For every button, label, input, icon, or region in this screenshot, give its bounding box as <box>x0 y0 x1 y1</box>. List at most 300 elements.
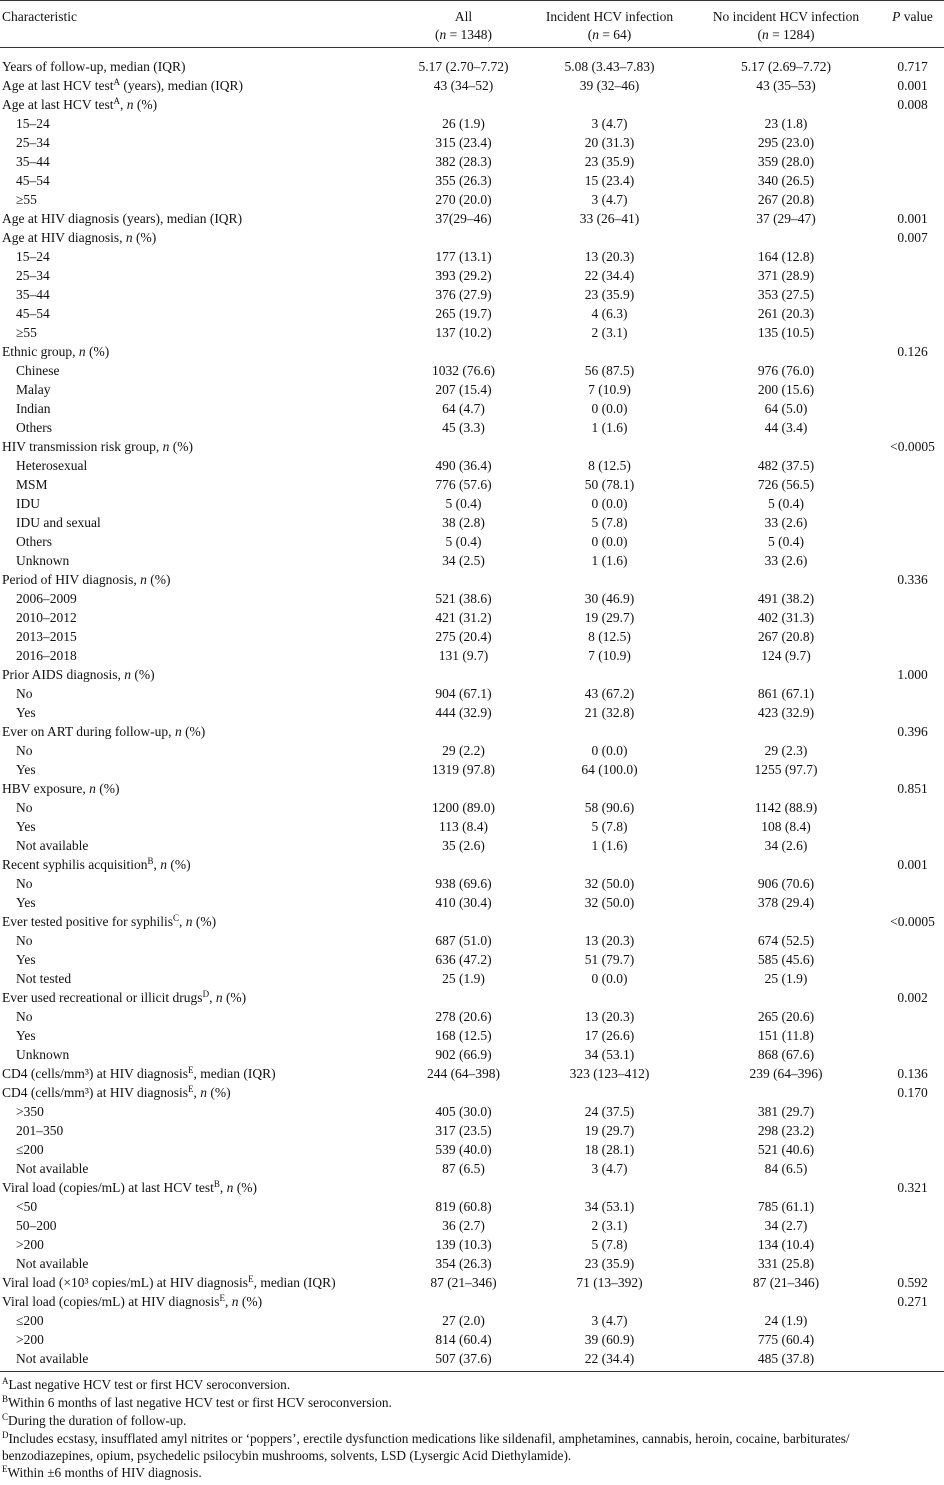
cell-incident: 56 (87.5) <box>584 363 635 378</box>
row-label: Chinese <box>16 363 60 378</box>
table-row <box>0 1273 944 1292</box>
cell-no-incident: 1255 (97.7) <box>754 762 818 777</box>
table-row <box>0 1254 944 1273</box>
cell-incident: 19 (29.7) <box>584 1123 635 1138</box>
cell-no-incident: 124 (9.7) <box>761 648 811 663</box>
row-label: 35–44 <box>16 154 50 169</box>
cell-no-incident: 87 (21–346) <box>752 1275 820 1290</box>
cell-no-incident: 976 (76.0) <box>757 363 815 378</box>
row-label: Years of follow-up, median (IQR) <box>2 59 186 74</box>
row-label: >200 <box>16 1237 44 1252</box>
table-row <box>0 1064 944 1083</box>
cell-p-value: <0.0005 <box>890 914 935 929</box>
cell-p-value: <0.0005 <box>890 439 935 454</box>
row-label: Viral load (×10³ copies/mL) at HIV diagnosis$^E$, median (IQR) <box>2 1274 336 1290</box>
header-p-value: P value <box>892 9 933 24</box>
table-row <box>0 95 944 114</box>
row-label: HBV exposure, n (%) <box>2 781 120 796</box>
cell-all: 275 (20.4) <box>435 629 492 644</box>
table-row <box>0 361 944 380</box>
row-label: IDU and sexual <box>16 515 101 530</box>
cell-no-incident: 5 (0.4) <box>768 496 804 511</box>
cell-no-incident: 29 (2.3) <box>764 743 808 758</box>
cell-no-incident: 64 (5.0) <box>764 401 808 416</box>
cell-all: 177 (13.1) <box>435 249 492 264</box>
cell-all: 636 (47.2) <box>435 952 492 967</box>
table-row <box>0 589 944 608</box>
cell-all: 315 (23.4) <box>435 135 492 150</box>
cell-incident: 22 (34.4) <box>584 1351 635 1366</box>
cell-all: 43 (34–52) <box>433 78 494 93</box>
cell-no-incident: 37 (29–47) <box>756 211 816 226</box>
row-label: Yes <box>16 1028 36 1043</box>
cell-all: 168 (12.5) <box>435 1028 492 1043</box>
footnote: $^C$During the duration of follow-up. <box>2 1412 187 1428</box>
table-row <box>0 76 944 95</box>
cell-p-value: 0.007 <box>897 230 928 245</box>
cell-incident: 5 (7.8) <box>591 1237 628 1252</box>
cell-no-incident: 585 (45.6) <box>757 952 815 967</box>
row-label: 45–54 <box>16 173 50 188</box>
row-label: Yes <box>16 705 36 720</box>
cell-no-incident: 34 (2.7) <box>764 1218 808 1233</box>
table-row <box>0 608 944 627</box>
row-label: HIV transmission risk group, n (%) <box>2 439 193 454</box>
row-label: 45–54 <box>16 306 50 321</box>
table-row <box>0 969 944 988</box>
table-row <box>0 1102 944 1121</box>
footnote: $^B$Within 6 months of last negative HCV test or first HCV seroconversion. <box>2 1394 392 1410</box>
row-label: Period of HIV diagnosis, n (%) <box>2 572 171 587</box>
row-label: Age at HIV diagnosis, n (%) <box>2 230 157 245</box>
table-row <box>0 1235 944 1254</box>
cell-incident: 19 (29.7) <box>584 610 635 625</box>
cell-all: 539 (40.0) <box>435 1142 492 1157</box>
row-label: 35–44 <box>16 287 50 302</box>
cell-p-value: 0.001 <box>897 857 928 872</box>
row-label: Yes <box>16 952 36 967</box>
cell-all: 27 (2.0) <box>442 1313 485 1328</box>
cell-incident: 43 (67.2) <box>584 686 635 701</box>
footnote: $^A$Last negative HCV test or first HCV seroconversion. <box>2 1376 291 1392</box>
cell-incident: 13 (20.3) <box>584 1009 635 1024</box>
header-all-n: (n = 1348) <box>434 27 493 42</box>
footnote: $^E$Within ±6 months of HIV diagnosis. <box>2 1464 202 1480</box>
cell-no-incident: 298 (23.2) <box>757 1123 815 1138</box>
cell-all: 87 (6.5) <box>442 1161 485 1176</box>
cell-no-incident: 521 (40.6) <box>757 1142 815 1157</box>
cell-no-incident: 25 (1.9) <box>764 971 808 986</box>
table-row <box>0 1140 944 1159</box>
table-header <box>0 0 944 48</box>
cell-no-incident: 239 (64–396) <box>749 1066 823 1081</box>
header-all: All <box>454 9 473 24</box>
cell-all: 244 (64–398) <box>426 1066 501 1081</box>
table-row <box>0 741 944 760</box>
cell-p-value: 0.271 <box>897 1294 928 1309</box>
cell-all: 34 (2.5) <box>442 553 485 568</box>
cell-all: 382 (28.3) <box>435 154 492 169</box>
cell-p-value: 0.717 <box>897 59 928 74</box>
cell-incident: 1 (1.6) <box>591 420 628 435</box>
cell-no-incident: 1142 (88.9) <box>754 800 818 815</box>
table-row <box>0 855 944 874</box>
cell-p-value: 0.002 <box>897 990 928 1005</box>
row-label: Ever tested positive for syphilis$^C$, n (%) <box>2 913 217 929</box>
header-characteristic: Characteristic <box>2 9 77 24</box>
cell-no-incident: 726 (56.5) <box>757 477 815 492</box>
table-row <box>0 1083 944 1102</box>
table-row <box>0 1349 944 1368</box>
cell-no-incident: 353 (27.5) <box>757 287 815 302</box>
row-label: No <box>16 876 33 891</box>
cell-no-incident: 33 (2.6) <box>764 515 808 530</box>
row-label: Not available <box>16 1161 89 1176</box>
cell-p-value: 0.008 <box>897 97 928 112</box>
table-row <box>0 380 944 399</box>
cell-all: 207 (15.4) <box>435 382 492 397</box>
cell-no-incident: 135 (10.5) <box>757 325 815 340</box>
cell-incident: 39 (60.9) <box>584 1332 635 1347</box>
cell-p-value: 0.396 <box>897 724 928 739</box>
table-row <box>0 1178 944 1197</box>
table-row <box>0 1121 944 1140</box>
table-row <box>0 1216 944 1235</box>
table-row <box>0 1197 944 1216</box>
cell-no-incident: 331 (25.8) <box>757 1256 815 1271</box>
cell-all: 1319 (97.8) <box>432 762 495 777</box>
cell-incident: 18 (28.1) <box>584 1142 635 1157</box>
row-label: CD4 (cells/mm³) at HIV diagnosis$^E$, n (%) <box>2 1084 231 1100</box>
cell-all: 904 (67.1) <box>435 686 492 701</box>
cell-all: 37(29–46) <box>435 211 492 226</box>
cell-all: 270 (20.0) <box>435 192 492 207</box>
table-row <box>0 646 944 665</box>
cell-incident: 24 (37.5) <box>584 1104 635 1119</box>
cell-all: 938 (69.6) <box>435 876 492 891</box>
cell-all: 814 (60.4) <box>435 1332 492 1347</box>
row-label: Malay <box>16 382 51 397</box>
cell-all: 25 (1.9) <box>442 971 485 986</box>
row-label: 201–350 <box>16 1123 64 1138</box>
row-label: IDU <box>16 496 40 511</box>
cell-no-incident: 267 (20.8) <box>757 192 815 207</box>
table-row <box>0 171 944 190</box>
table-row <box>0 931 944 950</box>
cell-no-incident: 33 (2.6) <box>764 553 808 568</box>
cell-all: 421 (31.2) <box>435 610 492 625</box>
table-row <box>0 266 944 285</box>
cell-all: 376 (27.9) <box>435 287 492 302</box>
cell-all: 64 (4.7) <box>442 401 485 416</box>
cell-incident: 0 (0.0) <box>591 401 628 416</box>
cell-incident: 323 (123–412) <box>569 1066 650 1081</box>
table-row <box>0 494 944 513</box>
table-row <box>0 722 944 741</box>
row-label: 2016–2018 <box>16 648 77 663</box>
cell-p-value: 0.001 <box>897 78 928 93</box>
cell-all: 354 (26.3) <box>435 1256 492 1271</box>
row-label: 2006–2009 <box>16 591 77 606</box>
table-row <box>0 437 944 456</box>
cell-no-incident: 423 (32.9) <box>757 705 815 720</box>
row-label: Yes <box>16 895 36 910</box>
cell-incident: 21 (32.8) <box>584 705 635 720</box>
table-row <box>0 1311 944 1330</box>
row-label: Recent syphilis acquisition$^B$, n (%) <box>2 856 191 872</box>
cell-all: 393 (29.2) <box>435 268 492 283</box>
table-row <box>0 190 944 209</box>
table-row <box>0 304 944 323</box>
row-label: CD4 (cells/mm³) at HIV diagnosis$^E$, median (IQR) <box>2 1065 276 1081</box>
cell-incident: 3 (4.7) <box>591 116 628 131</box>
table-row <box>0 760 944 779</box>
row-label: Not tested <box>16 971 72 986</box>
cell-incident: 64 (100.0) <box>581 762 638 777</box>
cell-p-value: 1.000 <box>897 667 928 682</box>
row-label: Viral load (copies/mL) at last HCV test$^B$, n (%) <box>2 1179 258 1195</box>
row-label: Others <box>16 534 52 549</box>
cell-no-incident: 43 (35–53) <box>756 78 816 93</box>
row-label: ≥55 <box>16 192 37 207</box>
cell-no-incident: 482 (37.5) <box>757 458 815 473</box>
cell-all: 26 (1.9) <box>442 116 485 131</box>
row-label: Prior AIDS diagnosis, n (%) <box>2 667 155 682</box>
table-row <box>0 912 944 931</box>
footnote: $^D$Includes ecstasy, insufflated amyl nitrites or ‘poppers’, erectile dysfunction medications like sildenafil, amphetamines, cannabis, heroin, cocaine, barbiturates/ benzodiazepines, opium, psychedelic psilocybin mushrooms, solvents, LSD (Lysergic Acid Diethylamide). <box>2 1430 850 1463</box>
cell-all: 38 (2.8) <box>442 515 485 530</box>
cell-incident: 34 (53.1) <box>584 1199 635 1214</box>
cell-all: 507 (37.6) <box>435 1351 492 1366</box>
table-row <box>0 950 944 969</box>
cell-incident: 0 (0.0) <box>591 743 628 758</box>
table-row <box>0 1330 944 1349</box>
cell-incident: 4 (6.3) <box>591 306 628 321</box>
table-row <box>0 114 944 133</box>
cell-incident: 32 (50.0) <box>584 895 635 910</box>
row-label: Indian <box>16 401 51 416</box>
cell-incident: 8 (12.5) <box>588 458 631 473</box>
cell-all: 776 (57.6) <box>435 477 492 492</box>
row-label: No <box>16 743 33 758</box>
table-row <box>0 418 944 437</box>
cell-p-value: 0.170 <box>897 1085 928 1100</box>
row-label: 2013–2015 <box>16 629 77 644</box>
cell-all: 87 (21–346) <box>430 1275 497 1290</box>
row-label: No <box>16 686 33 701</box>
cell-all: 902 (66.9) <box>435 1047 492 1062</box>
row-label: 2010–2012 <box>16 610 77 625</box>
row-label: Unknown <box>16 1047 70 1062</box>
table-row <box>0 285 944 304</box>
cell-no-incident: 785 (61.1) <box>757 1199 815 1214</box>
cell-p-value: 0.851 <box>897 781 928 796</box>
table-row <box>0 798 944 817</box>
cell-all: 405 (30.0) <box>435 1104 492 1119</box>
row-label: Unknown <box>16 553 70 568</box>
row-label: No <box>16 1009 33 1024</box>
cell-incident: 7 (10.9) <box>588 382 631 397</box>
cell-no-incident: 775 (60.4) <box>757 1332 815 1347</box>
header-incident: Incident HCV infection <box>545 9 674 24</box>
cell-incident: 23 (35.9) <box>584 1256 635 1271</box>
row-label: Yes <box>16 819 36 834</box>
row-label: 50–200 <box>16 1218 57 1233</box>
row-label: Ethnic group, n (%) <box>2 344 110 359</box>
cell-no-incident: 44 (3.4) <box>764 420 808 435</box>
table-row <box>0 228 944 247</box>
cell-incident: 20 (31.3) <box>584 135 635 150</box>
row-label: >200 <box>16 1332 44 1347</box>
table-row <box>0 836 944 855</box>
cell-no-incident: 84 (6.5) <box>764 1161 808 1176</box>
cell-incident: 22 (34.4) <box>584 268 635 283</box>
row-label: No <box>16 800 33 815</box>
cell-no-incident: 34 (2.6) <box>764 838 808 853</box>
table-row <box>0 665 944 684</box>
cell-no-incident: 868 (67.6) <box>757 1047 815 1062</box>
cell-no-incident: 134 (10.4) <box>757 1237 815 1252</box>
row-label: No <box>16 933 33 948</box>
table-row <box>0 247 944 266</box>
table-row <box>0 57 944 76</box>
cell-incident: 30 (46.9) <box>584 591 635 606</box>
cell-all: 317 (23.5) <box>435 1123 492 1138</box>
row-label: Ever used recreational or illicit drugs$^D$, n (%) <box>2 989 247 1005</box>
cell-no-incident: 23 (1.8) <box>764 116 808 131</box>
cell-all: 45 (3.3) <box>442 420 485 435</box>
table-row <box>0 475 944 494</box>
cell-no-incident: 674 (52.5) <box>757 933 815 948</box>
cell-incident: 2 (3.1) <box>591 325 628 340</box>
cell-no-incident: 5 (0.4) <box>768 534 804 549</box>
row-label: 25–34 <box>16 268 50 283</box>
table-row <box>0 684 944 703</box>
cell-all: 687 (51.0) <box>435 933 492 948</box>
cell-incident: 0 (0.0) <box>591 534 628 549</box>
row-label: 25–34 <box>16 135 50 150</box>
cell-no-incident: 164 (12.8) <box>757 249 815 264</box>
cell-incident: 2 (3.1) <box>591 1218 628 1233</box>
cell-incident: 1 (1.6) <box>591 838 628 853</box>
table-row <box>0 399 944 418</box>
cell-all: 819 (60.8) <box>435 1199 492 1214</box>
cell-incident: 39 (32–46) <box>579 78 640 93</box>
cell-p-value: 0.001 <box>897 211 928 226</box>
cell-all: 444 (32.9) <box>435 705 492 720</box>
cell-incident: 0 (0.0) <box>591 971 628 986</box>
table-row <box>0 342 944 361</box>
row-label: ≥55 <box>16 325 37 340</box>
row-label: Not available <box>16 838 89 853</box>
cell-no-incident: 267 (20.8) <box>757 629 815 644</box>
row-label: MSM <box>16 477 48 492</box>
cell-incident: 5 (7.8) <box>591 819 628 834</box>
row-label: Not available <box>16 1351 89 1366</box>
cell-no-incident: 491 (38.2) <box>757 591 815 606</box>
row-label: Yes <box>16 762 36 777</box>
row-label: Age at last HCV test$^A$ (years), median (IQR) <box>2 77 243 93</box>
table-row <box>0 988 944 1007</box>
row-label: Age at HIV diagnosis (years), median (IQR) <box>2 211 243 226</box>
cell-incident: 50 (78.1) <box>584 477 635 492</box>
cell-no-incident: 108 (8.4) <box>761 819 811 834</box>
header-no-incident-n: (n = 1284) <box>757 27 815 42</box>
cell-incident: 8 (12.5) <box>588 629 631 644</box>
row-label: Not available <box>16 1256 89 1271</box>
cell-all: 131 (9.7) <box>438 648 489 663</box>
cell-all: 5 (0.4) <box>445 534 482 549</box>
cell-no-incident: 5.17 (2.69–7.72) <box>741 59 831 74</box>
cell-all: 490 (36.4) <box>435 458 492 473</box>
cell-all: 139 (10.3) <box>435 1237 492 1252</box>
cell-incident: 23 (35.9) <box>584 287 635 302</box>
table-row <box>0 703 944 722</box>
cell-all: 35 (2.6) <box>442 838 485 853</box>
cell-no-incident: 265 (20.6) <box>757 1009 815 1024</box>
cell-all: 1032 (76.6) <box>432 363 495 378</box>
table-row <box>0 627 944 646</box>
cell-incident: 23 (35.9) <box>584 154 635 169</box>
table-row <box>0 779 944 798</box>
row-label: 15–24 <box>16 249 50 264</box>
cell-incident: 13 (20.3) <box>584 933 635 948</box>
table-row <box>0 1292 944 1311</box>
cell-p-value: 0.592 <box>897 1275 928 1290</box>
cell-no-incident: 295 (23.0) <box>757 135 815 150</box>
row-label: Ever on ART during follow-up, n (%) <box>2 724 206 739</box>
cell-no-incident: 359 (28.0) <box>757 154 815 169</box>
cell-incident: 13 (20.3) <box>584 249 635 264</box>
cell-p-value: 0.136 <box>897 1066 928 1081</box>
cell-no-incident: 861 (67.1) <box>757 686 815 701</box>
table-row <box>0 152 944 171</box>
cell-incident: 51 (79.7) <box>584 952 635 967</box>
table-row <box>0 817 944 836</box>
table-row <box>0 456 944 475</box>
table-row <box>0 1007 944 1026</box>
cell-incident: 71 (13–392) <box>576 1275 643 1290</box>
cell-incident: 58 (90.6) <box>584 800 635 815</box>
header-incident-n: (n = 64) <box>587 27 632 42</box>
cell-no-incident: 261 (20.3) <box>757 306 815 321</box>
cell-incident: 5.08 (3.43–7.83) <box>564 59 655 74</box>
cell-incident: 5 (7.8) <box>591 515 628 530</box>
cell-all: 5.17 (2.70–7.72) <box>418 59 509 74</box>
header-no-incident: No incident HCV infection <box>712 9 860 24</box>
table-row <box>0 1026 944 1045</box>
cell-all: 410 (30.4) <box>435 895 492 910</box>
cell-p-value: 0.321 <box>897 1180 928 1195</box>
cell-incident: 3 (4.7) <box>591 192 628 207</box>
row-label: 15–24 <box>16 116 50 131</box>
cell-incident: 1 (1.6) <box>591 553 628 568</box>
table-row <box>0 513 944 532</box>
cell-all: 5 (0.4) <box>445 496 482 511</box>
table-row <box>0 323 944 342</box>
cell-all: 36 (2.7) <box>442 1218 485 1233</box>
row-label: Age at last HCV test$^A$, n (%) <box>2 96 158 112</box>
table-row <box>0 893 944 912</box>
cell-no-incident: 485 (37.8) <box>757 1351 815 1366</box>
cell-all: 113 (8.4) <box>439 819 488 834</box>
row-label: ≤200 <box>16 1313 44 1328</box>
cell-all: 265 (19.7) <box>435 306 492 321</box>
row-label: Others <box>16 420 52 435</box>
cell-no-incident: 340 (26.5) <box>757 173 815 188</box>
cell-incident: 33 (26–41) <box>579 211 640 226</box>
cell-incident: 3 (4.7) <box>591 1161 628 1176</box>
